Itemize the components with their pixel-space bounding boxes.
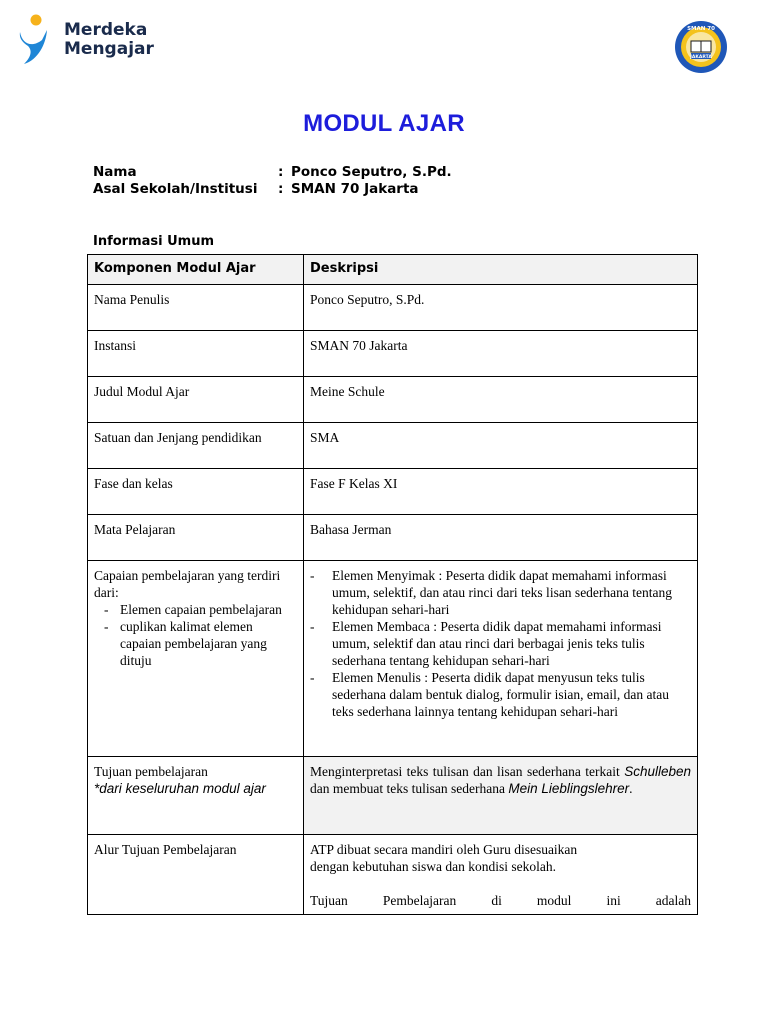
asal-label: Asal Sekolah/Institusi (93, 181, 258, 197)
list-item: - Elemen Membaca : Peserta didik dapat memahami informasi umum, selektif dan atau rinci dari berbagai jenis teks tulis sederhana tentang kehidupan sehari-hari (310, 619, 662, 668)
table-row-alur (88, 835, 698, 915)
row-label: Satuan dan Jenjang pendidikan (88, 423, 304, 469)
row-label: Mata Pelajaran (88, 515, 304, 561)
logo-line-1: Merdeka (64, 20, 148, 40)
alur-line-1: ATP dibuat secara mandiri oleh Guru disesuaikan (310, 842, 578, 857)
list-item: - Elemen Menyimak : Peserta didik dapat memahami informasi umum, selektif, dan atau rinci dari teks lisan sederhana tentang kehidupan sehari-hari (310, 568, 673, 617)
info-table (87, 254, 698, 915)
capaian-label-cell (88, 561, 304, 757)
school-seal-icon (674, 20, 728, 74)
merdeka-mengajar-logo-icon (16, 14, 56, 66)
school-logo (674, 20, 728, 74)
row-label: Fase dan kelas (88, 469, 304, 515)
capaian-label: Capaian pembelajaran yang terdiri dari: (94, 568, 281, 600)
row-label: Nama Penulis (88, 285, 304, 331)
tujuan-label: Tujuan pembelajaran (94, 764, 208, 779)
header-deskripsi: Deskripsi (304, 255, 698, 285)
table-row-tujuan (88, 757, 698, 835)
table-row (88, 423, 698, 469)
header-komponen: Komponen Modul Ajar (88, 255, 304, 285)
capaian-value-cell (304, 561, 698, 757)
merdeka-mengajar-logo (16, 14, 154, 66)
table-row-capaian (88, 561, 698, 757)
school-logo-bottom-text: JAKARTA (690, 54, 712, 60)
alur-line-3: Tujuan Pembelajaran di modul ini adalah (310, 893, 691, 908)
meta-row-asal (93, 181, 452, 198)
nama-label: Nama (93, 164, 137, 180)
row-value: Meine Schule (304, 377, 698, 423)
row-value: SMA (304, 423, 698, 469)
alur-label-cell (88, 835, 304, 915)
nama-colon: : (278, 164, 284, 180)
author-meta (93, 164, 452, 198)
nama-value: Ponco Seputro, S.Pd. (291, 164, 452, 180)
tujuan-label-note: *dari keseluruhan modul ajar (94, 781, 266, 796)
capaian-elemen-list (310, 567, 691, 720)
row-value: Fase F Kelas XI (304, 469, 698, 515)
table-header-row (88, 255, 698, 285)
tujuan-value-cell: Menginterpretasi teks tulisan dan lisan sederhana terkait Schulleben dan membuat teks tulisan sederhana Mein Lieblingslehrer. (304, 757, 698, 835)
school-logo-top-text: SMAN 70 (687, 26, 715, 32)
alur-value-cell (304, 835, 698, 915)
alur-line-2: dengan kebutuhan siswa dan kondisi sekolah. (310, 859, 556, 874)
table-row (88, 377, 698, 423)
meta-row-nama (93, 164, 452, 181)
table-row (88, 285, 698, 331)
row-label: Instansi (88, 331, 304, 377)
row-value: Bahasa Jerman (304, 515, 698, 561)
table-row (88, 515, 698, 561)
section-title: Informasi Umum (93, 234, 215, 249)
table-row (88, 469, 698, 515)
alur-label: Alur Tujuan Pembelajaran (94, 842, 237, 857)
asal-colon: : (278, 181, 284, 197)
tujuan-label-cell (88, 757, 304, 835)
logo-line-2: Mengajar (64, 39, 154, 59)
page-title: MODUL AJAR (303, 110, 465, 137)
list-item: - Elemen capaian pembelajaran (104, 602, 282, 617)
row-value: Ponco Seputro, S.Pd. (304, 285, 698, 331)
list-item: - cuplikan kalimat elemen capaian pembelajaran yang dituju (104, 619, 267, 668)
asal-value: SMAN 70 Jakarta (291, 181, 419, 197)
table-row (88, 331, 698, 377)
row-label: Judul Modul Ajar (88, 377, 304, 423)
list-item: - Elemen Menulis : Peserta didik dapat menyusun teks tulis sederhana dalam bentuk dialog, formulir isian, email, dan atau teks sederhana lainnya tentang kehidupan sehari-hari (310, 670, 670, 719)
capaian-sub-list (94, 601, 297, 669)
row-value: SMAN 70 Jakarta (304, 331, 698, 377)
